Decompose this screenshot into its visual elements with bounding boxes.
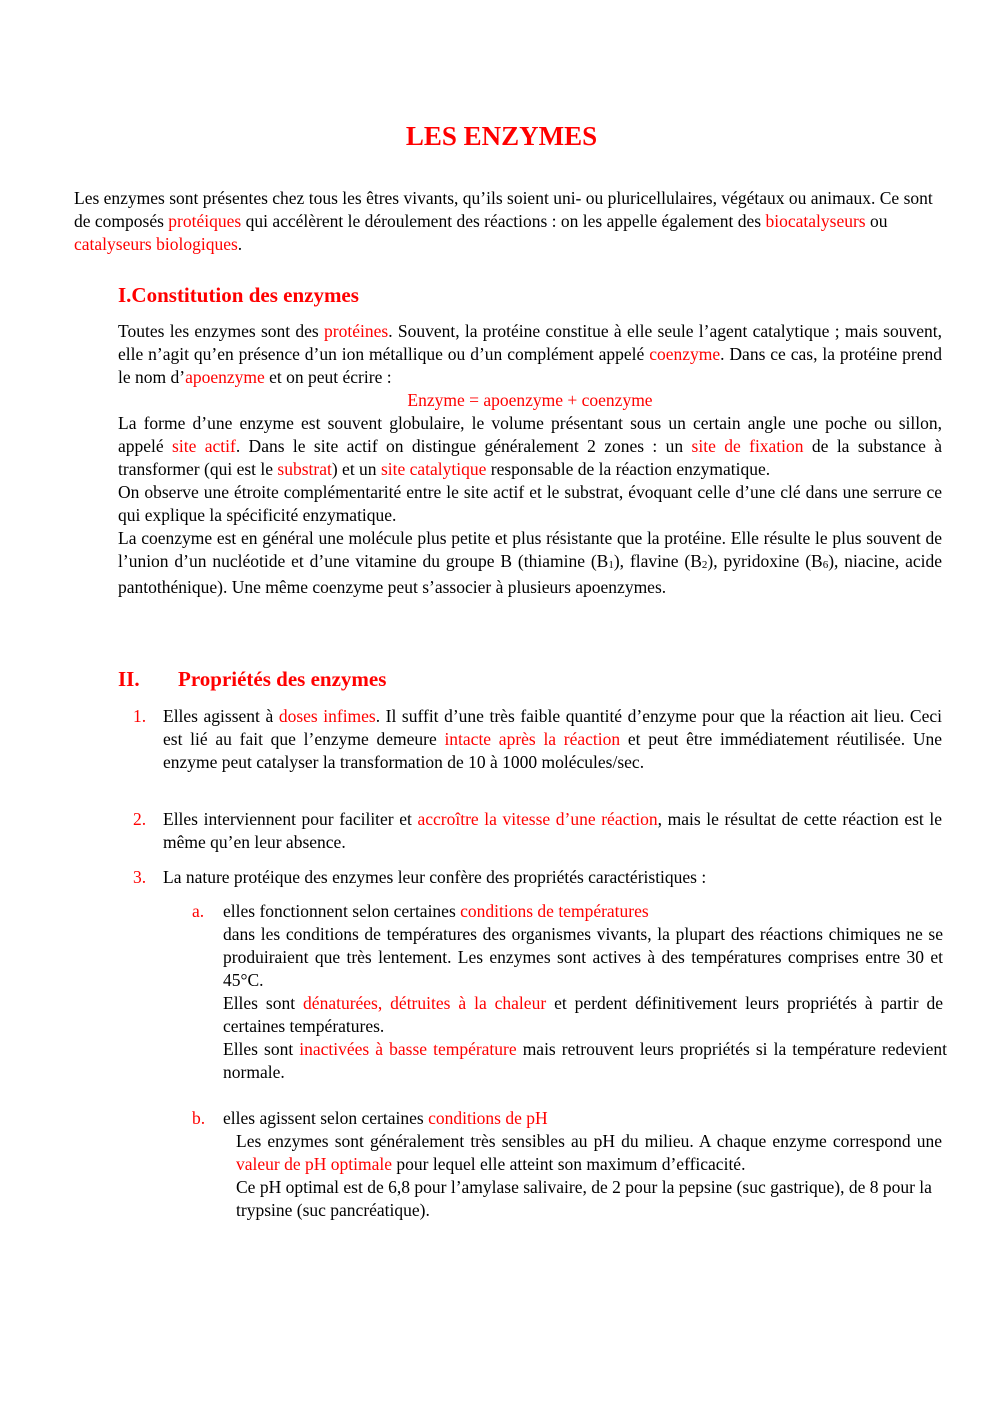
sub-list-paragraph xyxy=(223,992,943,1038)
section1-paragraph xyxy=(118,320,942,389)
list-item-text xyxy=(163,705,942,774)
page-title: LES ENZYMES xyxy=(405,121,598,151)
intro-text: ou xyxy=(865,211,888,231)
list-number: 2. xyxy=(133,809,147,829)
text: elles agissent selon certaines xyxy=(223,1108,429,1128)
intro-highlight: protéiques xyxy=(168,211,242,231)
sub-list-paragraph xyxy=(236,1130,942,1176)
list-item-text xyxy=(163,808,942,854)
text: Elles sont xyxy=(223,993,304,1013)
text: . Dans ce cas, la protéine prend le nom d’ xyxy=(118,344,942,387)
text: Elles interviennent pour faciliter et xyxy=(163,809,418,829)
highlight: doses infimes xyxy=(278,706,376,726)
text: elles fonctionnent selon certaines xyxy=(223,901,461,921)
section1-paragraph: On observe une étroite complémentarité entre le site actif et le substrat, évoquant celle d’une clé dans une serrure ce qui explique la spécificité enzymatique. xyxy=(118,482,942,525)
intro-text: Les enzymes sont présentes chez tous les êtres vivants, qu’ils soient uni- ou pluricellulaires, végétaux ou animaux. Ce sont de composés xyxy=(74,188,933,231)
text: responsable de la réaction enzymatique. xyxy=(486,459,771,479)
highlight: accroître la vitesse d’une réaction xyxy=(417,809,658,829)
text: . Souvent, la protéine constitue à elle seule l’agent catalytique ; mais souvent, elle n’agit qu’en présence d’un ion métallique ou d’un complément appelé xyxy=(118,321,942,364)
text: La forme d’une enzyme est souvent globulaire, le volume présentant sous un certain angle une poche ou sillon, appelé xyxy=(118,413,942,456)
highlight: conditions de températures xyxy=(460,901,649,921)
section1-paragraph xyxy=(118,412,942,481)
highlight: conditions de pH xyxy=(428,1108,548,1128)
list-item xyxy=(118,808,942,854)
sub-list-letter: b. xyxy=(192,1108,206,1128)
section2-heading xyxy=(118,666,387,692)
text: et on peut écrire : xyxy=(264,367,392,387)
subscript: 1 xyxy=(608,559,614,571)
text: , mais le résultat de cette réaction est le même qu’en leur absence. xyxy=(163,809,943,852)
section1-heading: I.Constitution des enzymes xyxy=(118,283,359,307)
highlight: intacte après la réaction xyxy=(444,729,621,749)
highlight: dénaturées, détruites à la chaleur xyxy=(303,993,547,1013)
list-number: 3. xyxy=(133,867,147,887)
sub-list-heading xyxy=(223,1107,946,1130)
highlight: inactivées à basse température xyxy=(299,1039,517,1059)
text: et perdent définitivement leurs propriétés à partir de certaines températures. xyxy=(223,993,943,1036)
sub-list-item xyxy=(192,1107,946,1222)
list-item-text: La nature protéique des enzymes leur confère des propriétés caractéristiques : xyxy=(163,867,707,887)
text: Toutes les enzymes sont des xyxy=(118,321,325,341)
subscript: 2 xyxy=(701,559,708,571)
text: ), niacine, acide pantothénique). Une même coenzyme peut s’associer à plusieurs apoenzymes. xyxy=(118,551,942,597)
highlight: site actif xyxy=(172,436,236,456)
list-item xyxy=(118,866,942,889)
sub-list-paragraph xyxy=(223,1038,947,1084)
text: Les enzymes sont généralement très sensibles au pH du milieu. A chaque enzyme correspond une xyxy=(236,1131,942,1151)
intro-paragraph xyxy=(74,187,934,256)
text: . Dans le site actif on distingue généralement 2 zones : un xyxy=(235,436,692,456)
sub-list-letter: a. xyxy=(192,901,205,921)
section2-title: Propriétés des enzymes xyxy=(178,667,387,691)
text: La coenzyme est en général une molécule plus petite et plus résistante que la protéine. Elle résulte le plus souvent de l’union d’un nucléotide et d’une vitamine du groupe B (thiamine (B xyxy=(118,528,942,571)
section1-body xyxy=(118,320,942,599)
highlight: apoenzyme xyxy=(185,367,265,387)
text: mais retrouvent leurs propriétés si la température redevient normale. xyxy=(223,1039,947,1082)
text: de la substance à transformer (qui est le xyxy=(118,436,942,479)
intro-text: qui accélèrent le déroulement des réactions : on les appelle également des xyxy=(241,211,766,231)
highlight: site de fixation xyxy=(691,436,804,456)
list-item xyxy=(118,705,942,774)
text: ) et un xyxy=(331,459,381,479)
text: ), pyridoxine (B xyxy=(707,551,823,571)
highlight: coenzyme xyxy=(649,344,721,364)
text: . Il suffit d’une très faible quantité d’enzyme pour que la réaction ait lieu. Ceci est lié au fait que l’enzyme demeure xyxy=(163,706,942,749)
text: Elles agissent à xyxy=(163,706,279,726)
intro-highlight: biocatalyseurs xyxy=(765,211,866,231)
highlight: valeur de pH optimale xyxy=(236,1154,392,1174)
list-number: 1. xyxy=(133,706,147,726)
intro-text: . xyxy=(237,234,243,254)
text: et peut être immédiatement réutilisée. Une enzyme peut catalyser la transformation de 10 à 1000 molécules/sec. xyxy=(163,729,942,772)
sub-list-paragraph: Ce pH optimal est de 6,8 pour l’amylase salivaire, de 2 pour la pepsine (suc gastrique), de 8 pour la trypsine (suc pancréatique). xyxy=(236,1177,932,1220)
sub-list-heading xyxy=(223,900,946,923)
section2-number: II. xyxy=(118,667,140,691)
text: ), flavine (B xyxy=(613,551,702,571)
text: pour lequel elle atteint son maximum d’efficacité. xyxy=(392,1154,746,1174)
highlight: substrat xyxy=(277,459,332,479)
section1-paragraph xyxy=(118,527,942,599)
highlight: site catalytique xyxy=(380,459,487,479)
sub-list-item xyxy=(192,900,946,1084)
sub-list-paragraph: dans les conditions de températures des organismes vivants, la plupart des réactions chimiques ne se produiraient que très lentement. Les enzymes sont actives à des températures comprises entre 30 et 45°C. xyxy=(223,924,943,990)
enzyme-formula: Enzyme = apoenzyme + coenzyme xyxy=(407,390,653,410)
highlight: protéines xyxy=(324,321,389,341)
intro-highlight: catalyseurs biologiques xyxy=(74,234,238,254)
subscript: 6 xyxy=(822,559,829,571)
text: Elles sont xyxy=(223,1039,300,1059)
